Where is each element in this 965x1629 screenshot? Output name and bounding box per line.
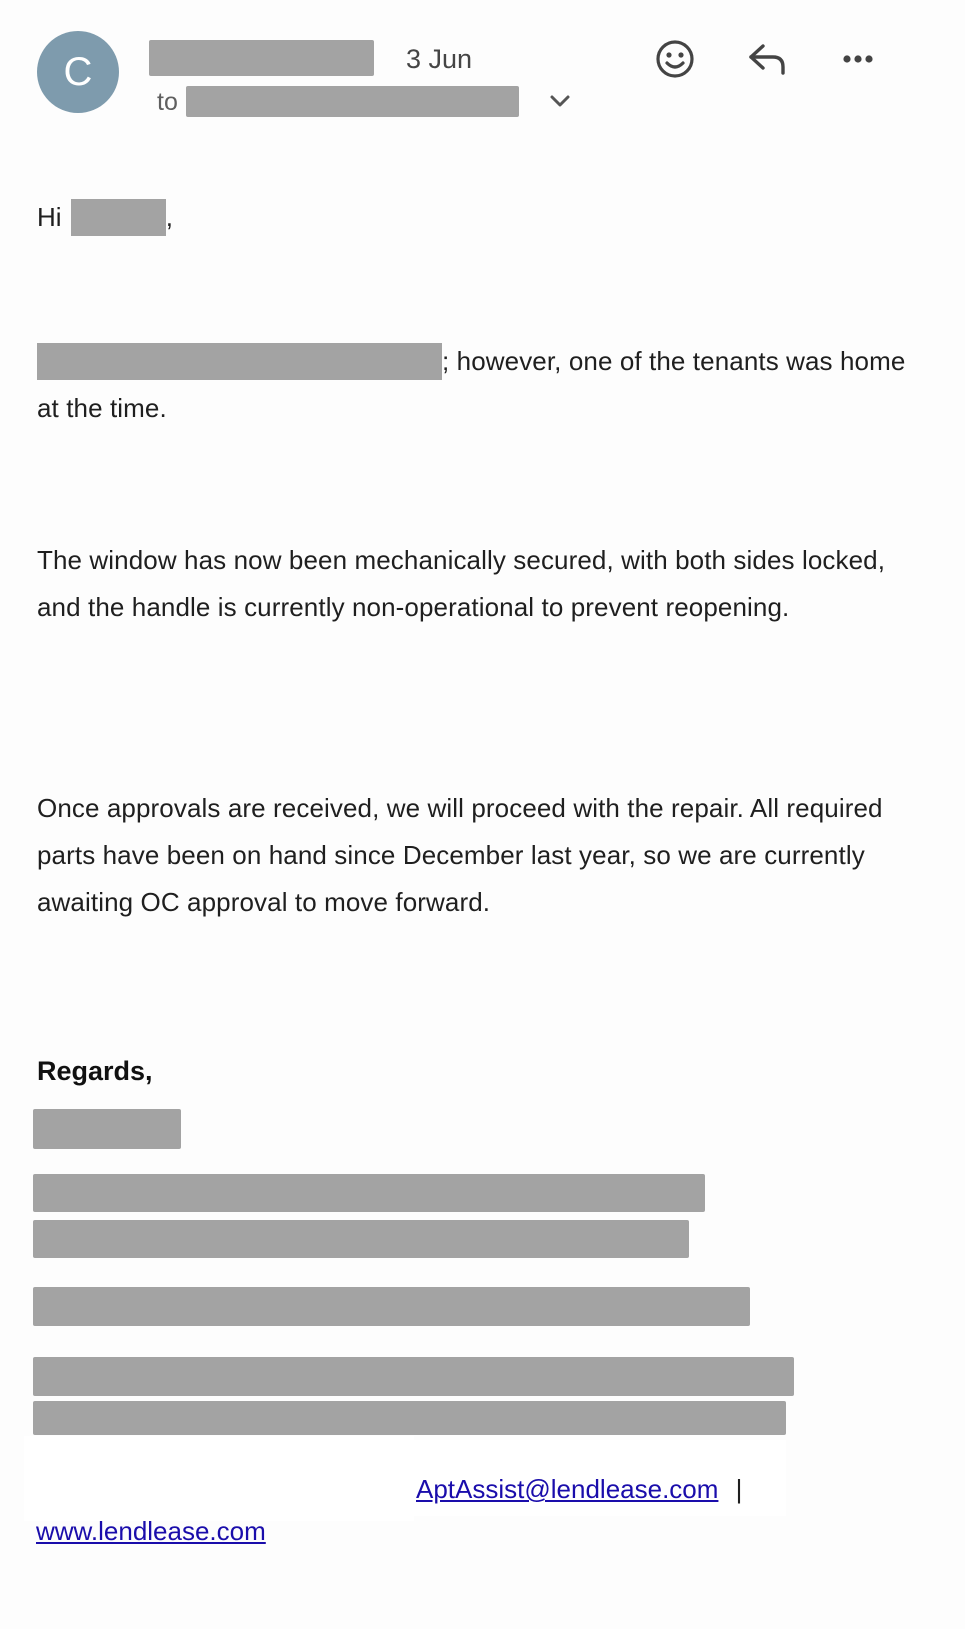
signature-line-redacted bbox=[33, 1401, 786, 1435]
signature-background-patch bbox=[24, 1436, 414, 1521]
website-link[interactable]: www.lendlease.com bbox=[36, 1516, 266, 1546]
signature-line-redacted bbox=[33, 1357, 794, 1396]
recipient-name-redacted bbox=[71, 199, 166, 236]
body-paragraph-1 bbox=[37, 338, 917, 432]
body-paragraph-3: Once approvals are received, we will proceed with the repair. All required parts have been on hand since December last year, so we are currently awaiting OC approval to move forward. bbox=[37, 793, 883, 917]
emoji-icon[interactable] bbox=[651, 35, 699, 83]
signature-line-redacted bbox=[33, 1174, 705, 1212]
greeting-prefix: Hi bbox=[37, 202, 62, 232]
signature-name-redacted bbox=[33, 1109, 181, 1149]
sign-off: Regards, bbox=[37, 1056, 153, 1086]
recipient-to-label: to bbox=[157, 88, 178, 116]
email-link[interactable]: AptAssist@lendlease.com bbox=[416, 1474, 719, 1504]
chevron-down-icon[interactable] bbox=[549, 94, 571, 108]
avatar-letter: C bbox=[63, 49, 93, 94]
signature-email-line bbox=[416, 1474, 742, 1505]
signature-line-redacted bbox=[33, 1220, 689, 1258]
signature-website-line bbox=[36, 1516, 266, 1547]
redacted-text bbox=[37, 343, 442, 380]
reply-icon[interactable] bbox=[744, 35, 792, 83]
email-date: 3 Jun bbox=[406, 44, 473, 74]
sender-avatar[interactable] bbox=[37, 31, 119, 113]
recipient-redacted bbox=[186, 86, 519, 117]
paragraph-1-tail: ; however, one of the tenants was home at the time. bbox=[37, 346, 906, 423]
link-separator: | bbox=[735, 1474, 743, 1504]
greeting-line bbox=[37, 197, 173, 238]
sender-name-redacted bbox=[149, 40, 374, 76]
signature-line-redacted bbox=[33, 1287, 750, 1326]
more-icon[interactable] bbox=[834, 35, 882, 83]
greeting-suffix: , bbox=[165, 202, 174, 232]
body-paragraph-2: The window has now been mechanically secured, with both sides locked, and the handle is currently non-operational to prevent reopening. bbox=[37, 545, 886, 622]
